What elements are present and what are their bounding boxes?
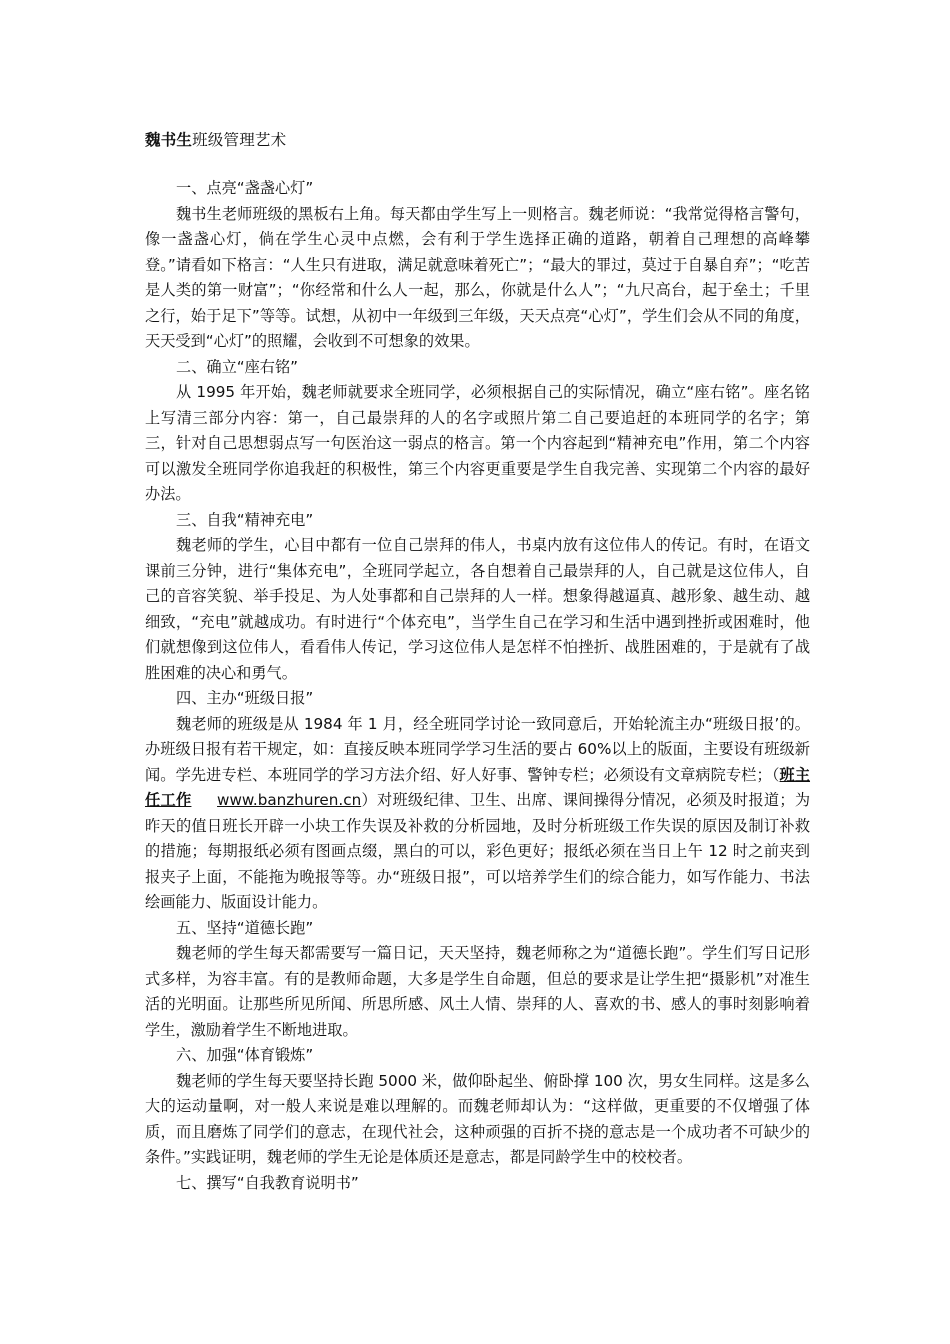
section-1-paragraph: 魏书生老师班级的黑板右上角。每天都由学生写上一则格言。魏老师说：“我常觉得格言警句，像一盏盏心灯，倘在学生心灵中点燃，会有利于学生选择正确的道路，朝着自己理想的高峰攀登。”请看如下格言：“人生只有进取，满足就意味着死亡”；“最大的罪过，莫过于自暴自弃”；“吃苦是人类的第一财富”；“你经常和什么人一起，那么，你就是什么人”；“九尺高台，起于垒土；千里之行，始于足下”等等。试想，从初中一年级到三年级，天天点亮“心灯”，学生们会从不同的角度，天天受到“心灯”的照耀，会收到不可想象的效果。 (145, 204, 810, 350)
section-7-heading: 七、撰写“自我教育说明书” (176, 1173, 359, 1192)
section-5-paragraph: 魏老师的学生每天都需要写一篇日记，天天坚持，魏老师称之为“道德长跑”。学生们写日记形式多样，为容丰富。有的是教师命题，大多是学生自命题，但总的要求是让学生把“摄影机”对准生活的光明面。让那些所见所闻、所思所感、风土人情、崇拜的人、喜欢的书、感人的事时刻影响着学生，激励着学生不断地进取。 (145, 944, 810, 1039)
section-4-text-b: ）对班级纪律、卫生、出席、课间操得分情况，必须及时报道；为昨天的值日班长开辟一小块工作失误及补救的分析园地，及时分析班级工作失误的原因及制订补救的措施；每期报纸必须有图画点缀，黑白的可以，彩色更好；报纸必须在当日上午 12 时之前夹到报夹子上面，不能拖为晚报等等。办“班级日报”，可以培养学生们的综合能力，如写作能力、书法绘画能力、版面设计能力。 (145, 791, 811, 911)
section-3-heading: 三、自我“精神充电” (176, 510, 314, 529)
section-4-text-a: 魏老师的班级是从 1984 年 1 月，经全班同学讨论一致同意后，开始轮流主办“班级日报’的。办班级日报有若干规定，如：直接反映本班同学学习生活的要占 60%以上的版面，主要设有班级新闻。学先进专栏、本班同学的学习方法介绍、好人好事、警钟专栏；必须设有文章病院专栏；（ (145, 714, 810, 784)
title-rest: 班级管理艺术 (192, 131, 287, 149)
section-5-heading: 五、坚持“道德长跑” (176, 918, 314, 937)
section-2-paragraph: 从 1995 年开始，魏老师就要求全班同学，必须根据自己的实际情况，确立“座右铭”。座名铭上写清三部分内容：第一，自己最崇拜的人的名字或照片第二自己要追赶的本班同学的名字；第三，针对自己思想弱点写一句医治这一弱点的格言。第一个内容起到“精神充电”作用，第二个内容可以激发全班同学你追我赶的积极性，第三个内容更重要是学生自我完善、实现第二个内容的最好办法。 (145, 383, 810, 503)
section-1-heading: 一、点亮“盏盏心灯” (176, 179, 314, 197)
section-6-paragraph: 魏老师的学生每天要坚持长跑 5000 米，做仰卧起坐、俯卧撑 100 次，男女生同样。这是多么大的运动量啊，对一般人来说是难以理解的。而魏老师却认为：“这样做，更重要的不仅增强了体质，而且磨炼了同学们的意志，在现代社会，这种顽强的百折不挠的意志是一个成功者不可缺少的条件。”实践证明，魏老师的学生无论是体质还是意志，都是同龄学生中的校校者。 (145, 1071, 810, 1166)
banzhuren-link[interactable]: 班主任工作 (145, 765, 811, 809)
section-4-paragraph (145, 712, 810, 916)
title-author: 魏书生 (145, 131, 193, 149)
document-body (145, 176, 810, 1196)
section-4-heading: 四、主办“班级日报” (176, 689, 314, 707)
section-3-paragraph: 魏老师的学生，心目中都有一位自己崇拜的伟人，书桌内放有这位伟人的传记。有时，在语文课前三分钟，进行“集体充电”，全班同学起立，各自想着自己最崇拜的人，自己就是这位伟人，自己的音容笑貌、举手投足、为人处事都和自己崇拜的人一样。想象得越逼真、越形象、越生动、越细致，“充电”就越成功。有时进行“个体充电”，当学生自己在学习和生活中遇到挫折或困难时，他们就想像到这位伟人，看看伟人传记，学习这位伟人是怎样不怕挫折、战胜困难的，于是就有了战胜困难的决心和勇气。 (145, 536, 810, 682)
section-2-heading: 二、确立“座右铭” (176, 357, 299, 376)
banzhuren-url-link[interactable]: www.banzhuren.cn (217, 791, 362, 809)
section-6-heading: 六、加强“体育锻炼” (176, 1046, 314, 1064)
document-title (145, 128, 286, 150)
